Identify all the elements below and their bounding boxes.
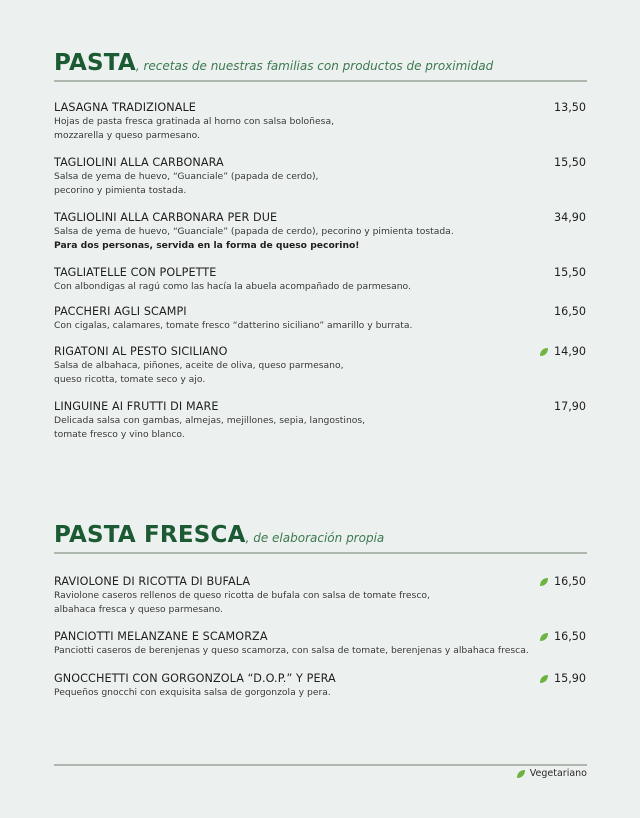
legend-label: Vegetariano <box>529 768 587 779</box>
leaf-icon <box>539 347 549 357</box>
menu-item <box>54 400 587 442</box>
item-name: TAGLIOLINI ALLA CARBONARA PER DUE <box>54 211 278 224</box>
leaf-icon <box>539 674 549 684</box>
item-description: Panciotti caseros de berenjenas y queso scamorza, con salsa de tomate, berenjenas y albahaca fresca. <box>54 645 529 656</box>
item-description: Delicada salsa con gambas, almejas, mejillones, sepia, langostinos, tomate fresco y vino blanco. <box>54 415 366 440</box>
menu-item <box>54 101 587 143</box>
leaf-icon <box>539 632 549 642</box>
item-name: LINGUINE AI FRUTTI DI MARE <box>54 400 219 413</box>
menu-item <box>54 211 587 253</box>
menu-item <box>54 156 587 198</box>
menu-item <box>54 305 587 333</box>
item-name: PACCHERI AGLI SCAMPI <box>54 305 187 318</box>
item-name: PANCIOTTI MELANZANE E SCAMORZA <box>54 630 268 643</box>
item-price: 17,90 <box>553 400 586 413</box>
item-description: Pequeños gnocchi con exquisita salsa de gorgonzola y pera. <box>54 687 331 698</box>
item-description: Hojas de pasta fresca gratinada al horno con salsa boloñesa, mozzarella y queso parmesano. <box>54 116 334 141</box>
section-title: PASTA <box>54 50 136 76</box>
item-price: 13,50 <box>553 101 586 114</box>
item-name: LASAGNA TRADIZIONALE <box>54 101 196 114</box>
menu-item <box>54 345 587 387</box>
item-description: Salsa de yema de huevo, “Guanciale” (papada de cerdo), pecorino y pimienta tostada. <box>54 226 454 237</box>
item-note: Para dos personas, servida en la forma de queso pecorino! <box>54 240 360 251</box>
section-subtitle: , de elaboración propia <box>245 531 385 545</box>
item-description: Salsa de yema de huevo, “Guanciale” (papada de cerdo), pecorino y pimienta tostada. <box>54 171 319 196</box>
section-title: PASTA FRESCA <box>54 522 246 548</box>
item-name: TAGLIOLINI ALLA CARBONARA <box>54 156 224 169</box>
section-header-pasta-fresca <box>54 522 384 548</box>
vegetarian-legend <box>516 768 587 779</box>
leaf-icon <box>516 769 526 779</box>
menu-item <box>54 672 587 700</box>
item-name: GNOCCHETTI CON GORGONZOLA “D.O.P.” Y PERA <box>54 672 336 685</box>
leaf-icon <box>539 577 549 587</box>
menu-item <box>54 266 587 294</box>
item-name: RIGATONI AL PESTO SICILIANO <box>54 345 228 358</box>
item-price: 15,50 <box>553 156 586 169</box>
section-header-pasta <box>54 50 493 76</box>
item-price: 15,90 <box>553 672 586 685</box>
item-price: 16,50 <box>553 630 586 643</box>
item-name: RAVIOLONE DI RICOTTA DI BUFALA <box>54 575 251 588</box>
item-description: Con cigalas, calamares, tomate fresco “datterino siciliano” amarillo y burrata. <box>54 320 413 331</box>
item-price: 16,50 <box>553 575 586 588</box>
section-subtitle: , recetas de nuestras familias con productos de proximidad <box>135 59 494 73</box>
item-price: 15,50 <box>553 266 586 279</box>
item-price: 34,90 <box>553 211 586 224</box>
item-price: 14,90 <box>553 345 586 358</box>
section-divider <box>54 552 587 554</box>
item-name: TAGLIATELLE CON POLPETTE <box>54 266 217 279</box>
item-description: Con albondigas al ragú como las hacía la abuela acompañado de parmesano. <box>54 281 411 292</box>
footer-divider <box>54 764 587 766</box>
menu-item <box>54 630 587 658</box>
section-divider <box>54 80 587 82</box>
item-description: Salsa de albahaca, piñones, aceite de oliva, queso parmesano, queso ricotta, tomate seco y ajo. <box>54 360 344 385</box>
item-description: Raviolone caseros rellenos de queso ricotta de bufala con salsa de tomate fresco, albahaca fresca y queso parmesano. <box>54 590 430 615</box>
item-price: 16,50 <box>553 305 586 318</box>
menu-item <box>54 575 587 617</box>
